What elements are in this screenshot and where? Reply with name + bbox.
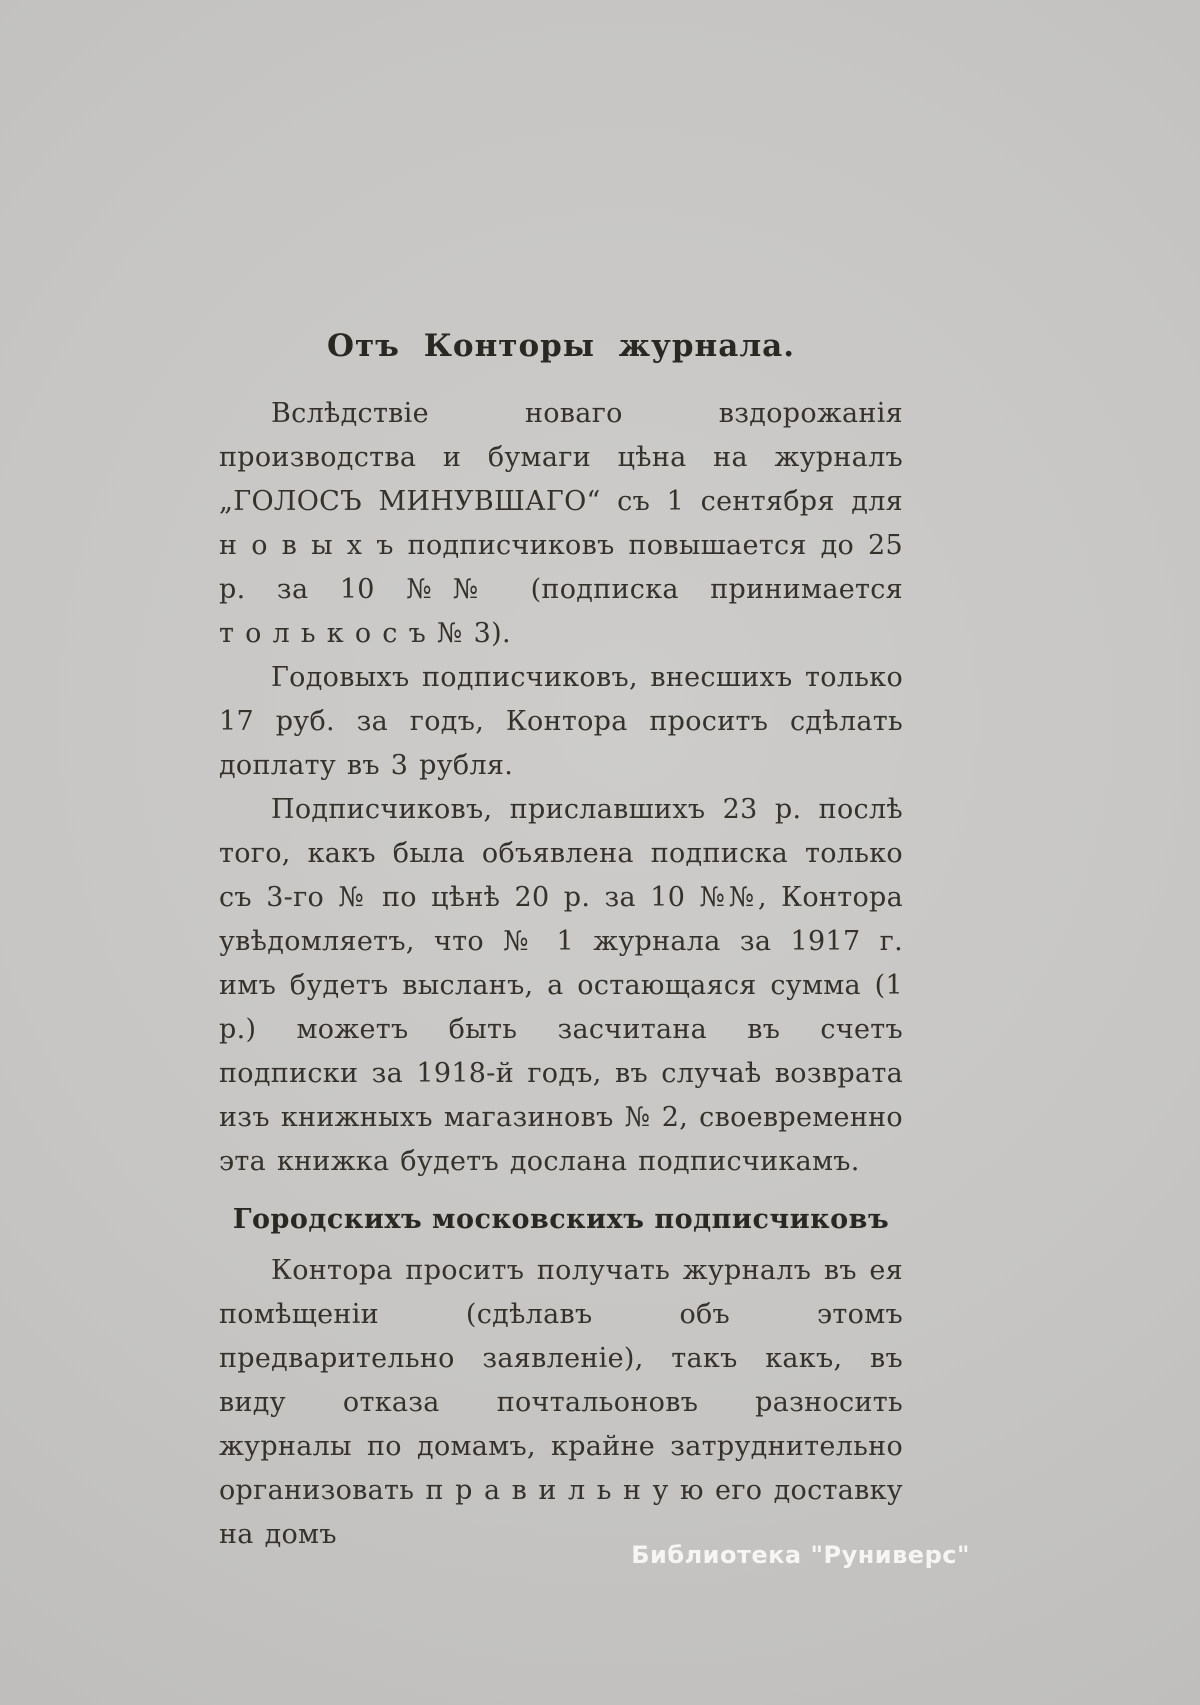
document-text-block xyxy=(219,328,903,1557)
paragraph-price-increase: Вслѣдствіе новаго вздорожанія производства и бумаги цѣна на журналъ „ГОЛОСЪ МИНУВШАГО“ съ 1 сентября для н о в ы х ъ подписчиковъ повышается до 25 р. за 10 №№ (подписка принимается т о л ь к о с ъ № 3). xyxy=(219,398,903,649)
library-watermark: Библиотека "Руниверс" xyxy=(631,1541,970,1569)
paragraph-delivery-notice: Контора проситъ получать журналъ въ ея помѣщеніи (сдѣлавъ объ этомъ предварительно заявленіе), такъ какъ, въ виду отказа почтальоновъ разносить журналы по домамъ, крайне затруднительно организовать п р а в и л ь н у ю его доставку на домъ xyxy=(219,1255,903,1550)
paragraph-annual-subscribers: Годовыхъ подписчиковъ, внесшихъ только 17 руб. за годъ, Контора проситъ сдѣлать доплату въ 3 рубля. xyxy=(219,662,903,781)
paragraph-23-ruble-subscribers: Подписчиковъ, приславшихъ 23 р. послѣ того, какъ была объявлена подписка только съ 3-го № по цѣнѣ 20 р. за 10 №№, Контора увѣдомляетъ, что № 1 журнала за 1917 г. имъ будетъ высланъ, а остающаяся сумма (1 р.) можетъ быть засчитана въ счетъ подписки за 1918-й годъ, въ случаѣ возврата изъ книжныхъ магазиновъ № 2, своевременно эта книжка будетъ дослана подписчикамъ. xyxy=(219,794,903,1177)
page-title: Отъ Конторы журнала. xyxy=(326,328,796,364)
subheading-moscow-subscribers: Городскихъ московскихъ подписчиковъ xyxy=(232,1204,890,1235)
